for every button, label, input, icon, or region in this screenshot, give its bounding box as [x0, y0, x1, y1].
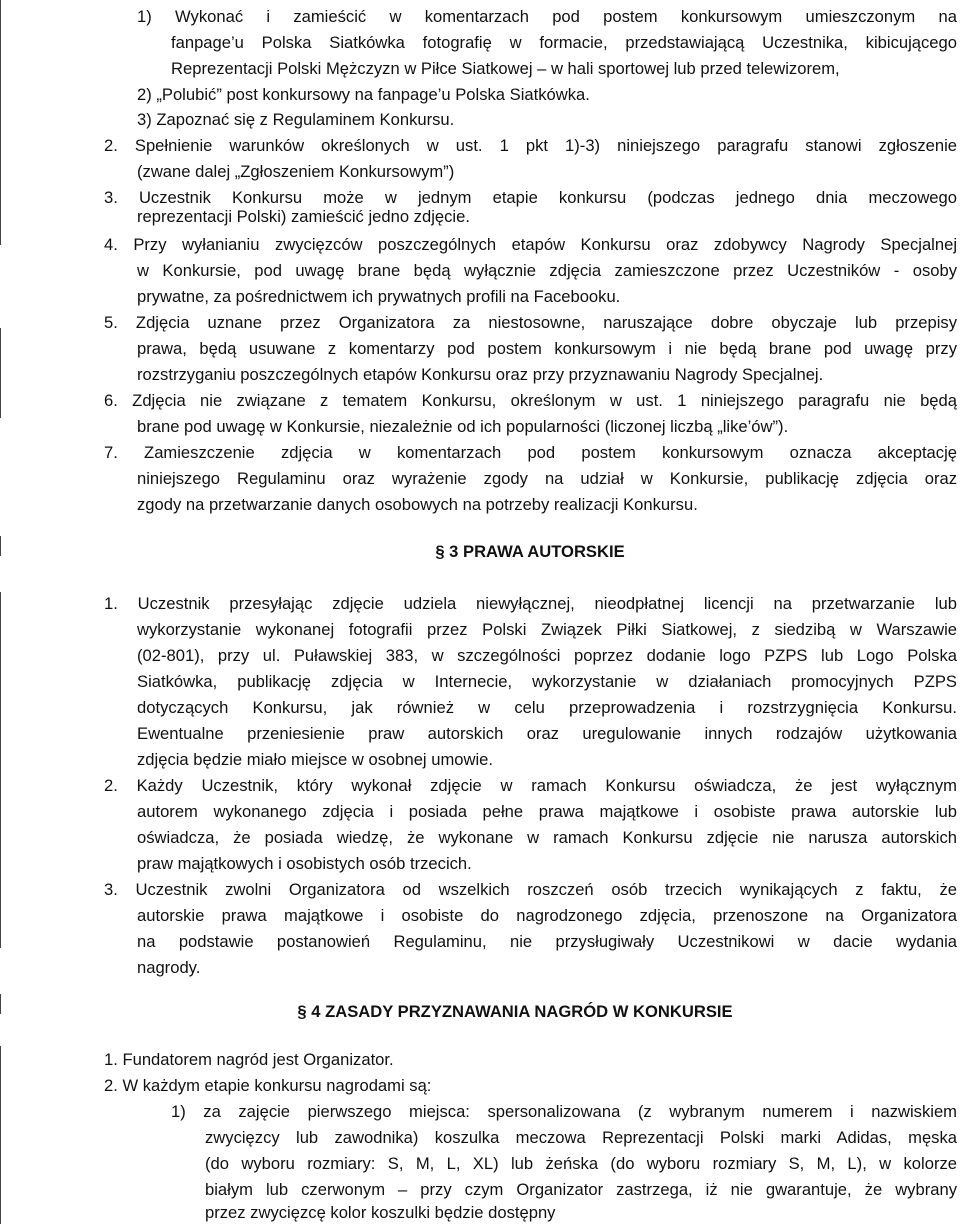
doc-line	[0, 233, 960, 257]
subitem-text: przez zwycięzcę kolor koszulki będzie dostępny	[205, 1203, 556, 1222]
numbered-item: 1. Uczestnik przesyłając zdjęcie udziela niewyłącznej, nieodpłatnej licencji na przetwarzanie lub	[104, 594, 957, 613]
doc-line	[0, 826, 960, 850]
section-heading	[0, 1000, 960, 1024]
doc-line	[0, 592, 960, 616]
numbered-item: 2) „Polubić” post konkursowy na fanpage’u Polska Siatkówka.	[137, 85, 590, 104]
numbered-item: 4. Przy wyłanianiu zwycięzców poszczególnych etapów Konkursu oraz zdobywcy Nagrody Specjalnej	[104, 235, 957, 254]
doc-line	[0, 389, 960, 413]
numbered-subitem: 1) za zajęcie pierwszego miejsca: spersonalizowana (z wybranym numerem i nazwiskiem	[171, 1102, 957, 1121]
item-text: zdjęcia będzie miało miejsce w osobnej umowie.	[137, 750, 494, 769]
doc-line	[0, 134, 960, 158]
doc-line	[0, 311, 960, 335]
item-text: na podstawie postanowień Regulaminu, nie przysługiwały Uczestnikowi w dacie wydania	[137, 932, 957, 951]
item-text: niniejszego Regulaminu oraz wyrażenie zgody na udział w Konkursie, publikację zdjęcia oraz	[137, 469, 957, 488]
numbered-item: 3. Uczestnik Konkursu może w jednym etapie konkursu (podczas jednego dnia meczowego	[104, 188, 957, 207]
doc-line	[0, 670, 960, 694]
doc-line	[0, 800, 960, 824]
item-text: wykorzystanie wykonanej fotografii przez Polski Związek Piłki Siatkowej, z siedzibą w Warszawie	[137, 620, 957, 639]
item-text: zgody na przetwarzanie danych osobowych na potrzeby realizacji Konkursu.	[137, 495, 698, 514]
item-text: rozstrzyganiu poszczególnych etapów Konkursu oraz przy przyznawaniu Nagrody Specjalnej.	[137, 365, 824, 384]
item-text: (zwane dalej „Zgłoszeniem Konkursowym”)	[137, 162, 455, 181]
item-text: oświadcza, że posiada wiedzę, że wykonane w ramach Konkursu zdjęcie nie narusza autorskich	[137, 828, 957, 847]
item-text: (02-801), przy ul. Puławskiej 383, w szczególności poprzez dodanie logo PZPS lub Logo Polska	[137, 646, 957, 665]
item-text: autorskie prawa majątkowe i osobiste do nagrodzonego zdjęcia, przenoszone na Organizatora	[137, 906, 957, 925]
item-text: autorem wykonanego zdjęcia i posiada pełne prawa majątkowe i osobiste prawa autorskie lub	[137, 802, 957, 821]
doc-line	[0, 904, 960, 928]
doc-line	[0, 774, 960, 798]
doc-line	[0, 852, 960, 876]
doc-line	[0, 1074, 960, 1098]
item-text: prywatne, za pośrednictwem ich prywatnych profili na Facebooku.	[137, 287, 621, 306]
doc-line	[0, 644, 960, 668]
numbered-item: 6. Zdjęcia nie związane z tematem Konkursu, określonym w ust. 1 niniejszego paragrafu nie będą	[104, 391, 957, 410]
item-text: Siatkówka, publikację zdjęcia w Internecie, wykorzystanie w działaniach promocyjnych PZPS	[137, 672, 957, 691]
doc-line	[0, 1178, 960, 1202]
doc-line	[0, 337, 960, 361]
doc-line	[0, 930, 960, 954]
numbered-item: 2. Spełnienie warunków określonych w ust. 1 pkt 1)-3) niniejszego paragrafu stanowi zgłoszenie	[104, 136, 957, 155]
numbered-item: 2. Każdy Uczestnik, który wykonał zdjęcie w ramach Konkursu oświadcza, że jest wyłącznym	[104, 776, 957, 795]
item-text: reprezentacji Polski) zamieścić jedno zdjęcie.	[137, 207, 470, 226]
doc-line	[0, 1100, 960, 1124]
doc-line	[0, 259, 960, 283]
subitem-text: (do wyboru rozmiary: S, M, L, XL) lub żeńska (do wyboru rozmiary S, M, L), w kolorze	[205, 1154, 957, 1173]
doc-line	[0, 363, 960, 387]
item-text: fanpage’u Polska Siatkówka fotografię w formacie, przedstawiającą Uczestnika, kibicującego	[171, 33, 957, 52]
doc-line	[0, 696, 960, 720]
doc-line	[0, 83, 960, 107]
subitem-text: białym lub czerwonym – przy czym Organizator zastrzega, iż nie gwarantuje, że wybrany	[205, 1180, 957, 1199]
numbered-item: 3) Zapoznać się z Regulaminem Konkursu.	[137, 110, 455, 129]
numbered-item: 7. Zamieszczenie zdjęcia w komentarzach pod postem konkursowym oznacza akceptację	[104, 443, 957, 462]
numbered-item: 1. Fundatorem nagród jest Organizator.	[104, 1050, 394, 1069]
doc-line	[0, 878, 960, 902]
doc-line	[0, 748, 960, 772]
item-text: Ewentualne przeniesienie praw autorskich oraz uregulowanie innych rodzajów użytkowania	[137, 724, 957, 743]
item-text: praw majątkowych i osobistych osób trzecich.	[137, 854, 472, 873]
item-text: prawa, będą usuwane z komentarzy pod postem konkursowym i nie będą brane pod uwagę przy	[137, 339, 957, 358]
doc-line	[0, 205, 960, 229]
section-heading	[0, 540, 960, 564]
doc-line	[0, 1126, 960, 1150]
doc-line	[0, 108, 960, 132]
section-title: § 4 ZASADY PRZYZNAWANIA NAGRÓD W KONKURSIE	[297, 1002, 733, 1021]
numbered-item: 5. Zdjęcia uznane przez Organizatora za niestosowne, naruszające dobre obyczaje lub przepisy	[104, 313, 957, 332]
numbered-item: 3. Uczestnik zwolni Organizatora od wszelkich roszczeń osób trzecich wynikających z faktu, że	[104, 880, 957, 899]
numbered-item: 2. W każdym etapie konkursu nagrodami są:	[104, 1076, 432, 1095]
doc-line	[0, 441, 960, 465]
doc-line	[0, 57, 960, 81]
item-text: dotyczących Konkursu, jak również w celu przeprowadzenia i rozstrzygnięcia Konkursu.	[137, 698, 957, 717]
doc-line	[0, 467, 960, 491]
doc-line	[0, 415, 960, 439]
doc-line	[0, 956, 960, 980]
doc-line	[0, 5, 960, 29]
doc-line	[0, 31, 960, 55]
doc-line	[0, 618, 960, 642]
doc-line	[0, 160, 960, 184]
subitem-text: zwycięzcy lub zawodnika) koszulka meczowa Reprezentacji Polski marki Adidas, męska	[205, 1128, 957, 1147]
item-text: brane pod uwagę w Konkursie, niezależnie od ich popularności (liczonej liczbą „like’ów”).	[137, 417, 789, 436]
doc-line	[0, 1048, 960, 1072]
doc-line	[0, 493, 960, 517]
section-title: § 3 PRAWA AUTORSKIE	[435, 542, 625, 561]
item-text: Reprezentacji Polski Mężczyzn w Piłce Siatkowej – w hali sportowej lub przed telewizorem,	[171, 59, 840, 78]
numbered-item: 1) Wykonać i zamieścić w komentarzach pod postem konkursowym umieszczonym na	[137, 7, 957, 26]
doc-line	[0, 722, 960, 746]
item-text: w Konkursie, pod uwagę brane będą wyłącznie zdjęcia zamieszczone przez Uczestników - osoby	[137, 261, 957, 280]
doc-line	[0, 285, 960, 309]
item-text: nagrody.	[137, 958, 201, 977]
doc-line	[0, 1201, 960, 1225]
doc-line	[0, 1152, 960, 1176]
